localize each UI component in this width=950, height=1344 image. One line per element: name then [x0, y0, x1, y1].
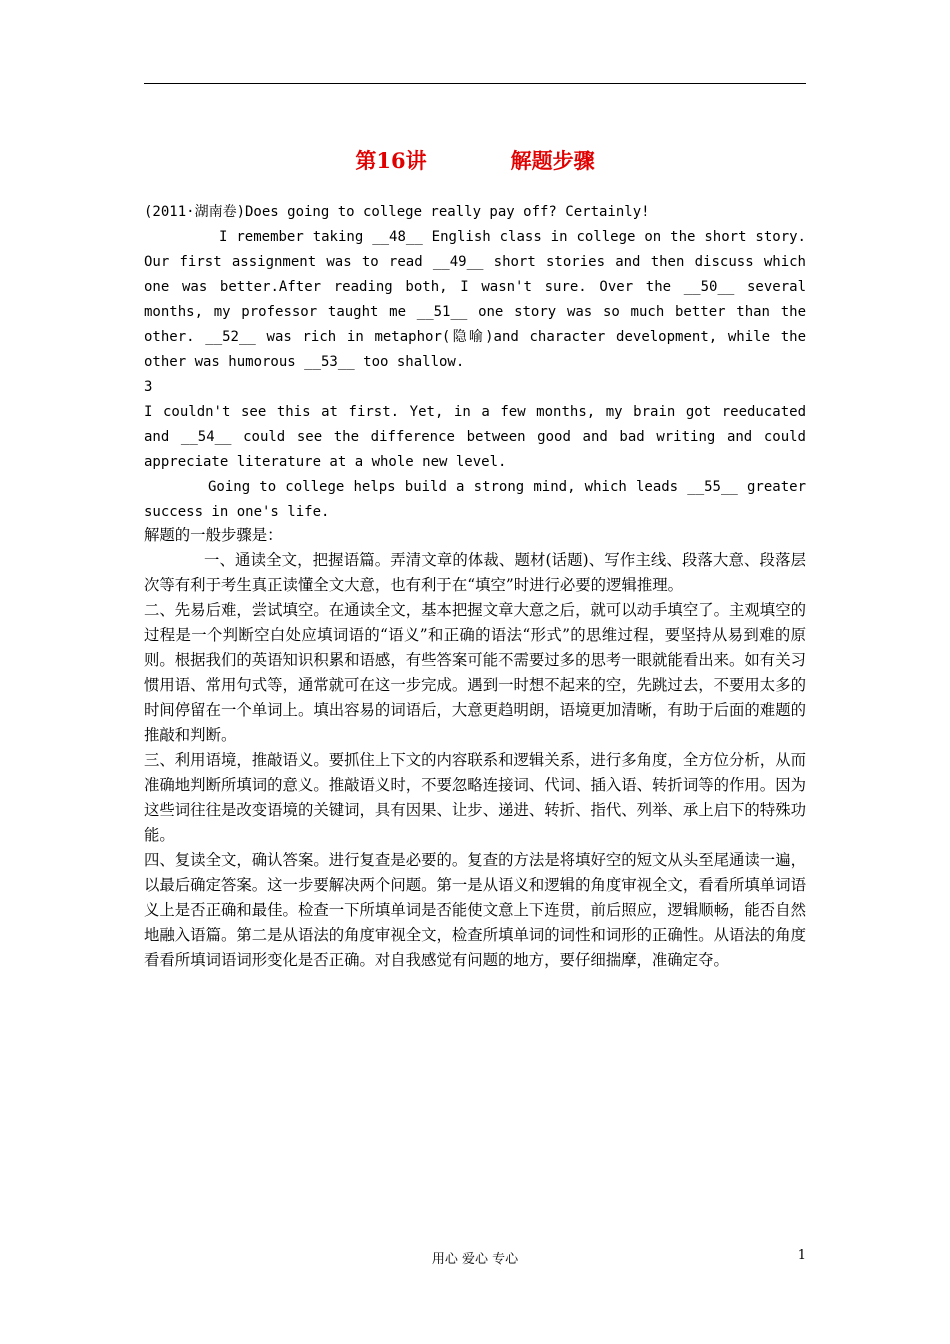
source-line: (2011·湖南卷)Does going to college really pay off? Certainly!	[144, 204, 650, 220]
page-number: 1	[797, 1248, 806, 1263]
page-title: 第16讲 解题步骤	[355, 148, 595, 173]
footer-text: 用心 爱心 专心	[431, 1252, 519, 1267]
step-3: 三、利用语境，推敲语义。要抓住上下文的内容联系和逻辑关系，进行多角度，全方位分析，从而准确地判断所填词的意义。推敲语义时，不要忽略连接词、代词、插入语、转折词等的作用。因为这些词往往是改变语境的关键词，具有因果、让步、递进、转折、指代、列举、承上启下的特殊功能。	[144, 751, 806, 844]
step-1: 一、通读全文，把握语篇。弄清文章的体裁、题材(话题)、写作主线、段落大意、段落层次等有利于考生真正读懂全文大意，也有利于在“填空”时进行必要的逻辑推理。	[144, 551, 806, 594]
steps-section	[144, 523, 806, 973]
passage-paragraph-2: I couldn't see this at first. Yet, in a few months, my brain got reeducated and __54__ could see the difference between good and bad writing and could appreciate literature at a whole new level.	[144, 404, 806, 470]
passage-paragraph-1: I remember taking __48__ English class in college on the short story. Our first assignment was to read __49__ short stories and then discuss which one was better.After reading both, I wasn't sure. Over the __50__ several months, my professor taught me __51__ one story was so much better than the other. __52__ was rich in metaphor(隐喻)and character development, while the other was humorous __53__ too shallow.	[144, 229, 806, 370]
passage-paragraph-3: Going to college helps build a strong mind, which leads __55__ greater success in one's life.	[144, 479, 806, 520]
passage	[144, 200, 806, 525]
steps-heading: 解题的一般步骤是：	[144, 526, 283, 544]
step-2: 二、先易后难，尝试填空。在通读全文，基本把握文章大意之后，就可以动手填空了。主观填空的过程是一个判断空白处应填词语的“语义”和正确的语法“形式”的思维过程，要坚持从易到难的原则。根据我们的英语知识积累和语感，有些答案可能不需要过多的思考一眼就能看出来。如有关习惯用语、常用句式等，通常就可在这一步完成。遇到一时想不起来的空，先跳过去，不要用太多的时间停留在一个单词上。填出容易的词语后，大意更趋明朗，语境更加清晰，有助于后面的难题的推敲和判断。	[144, 601, 806, 744]
stray-number: 3	[144, 379, 153, 395]
step-4: 四、复读全文，确认答案。进行复查是必要的。复查的方法是将填好空的短文从头至尾通读一遍，以最后确定答案。这一步要解决两个问题。第一是从语义和逻辑的角度审视全文，看看所填单词语义上是否正确和最佳。检查一下所填单词是否能使文意上下连贯，前后照应，逻辑顺畅，能否自然地融入语篇。第二是从语法的角度审视全文，检查所填单词的词性和词形的正确性。从语法的角度看看所填词语词形变化是否正确。对自我感觉有问题的地方，要仔细揣摩，准确定夺。	[144, 851, 806, 969]
header-rule	[144, 83, 806, 84]
